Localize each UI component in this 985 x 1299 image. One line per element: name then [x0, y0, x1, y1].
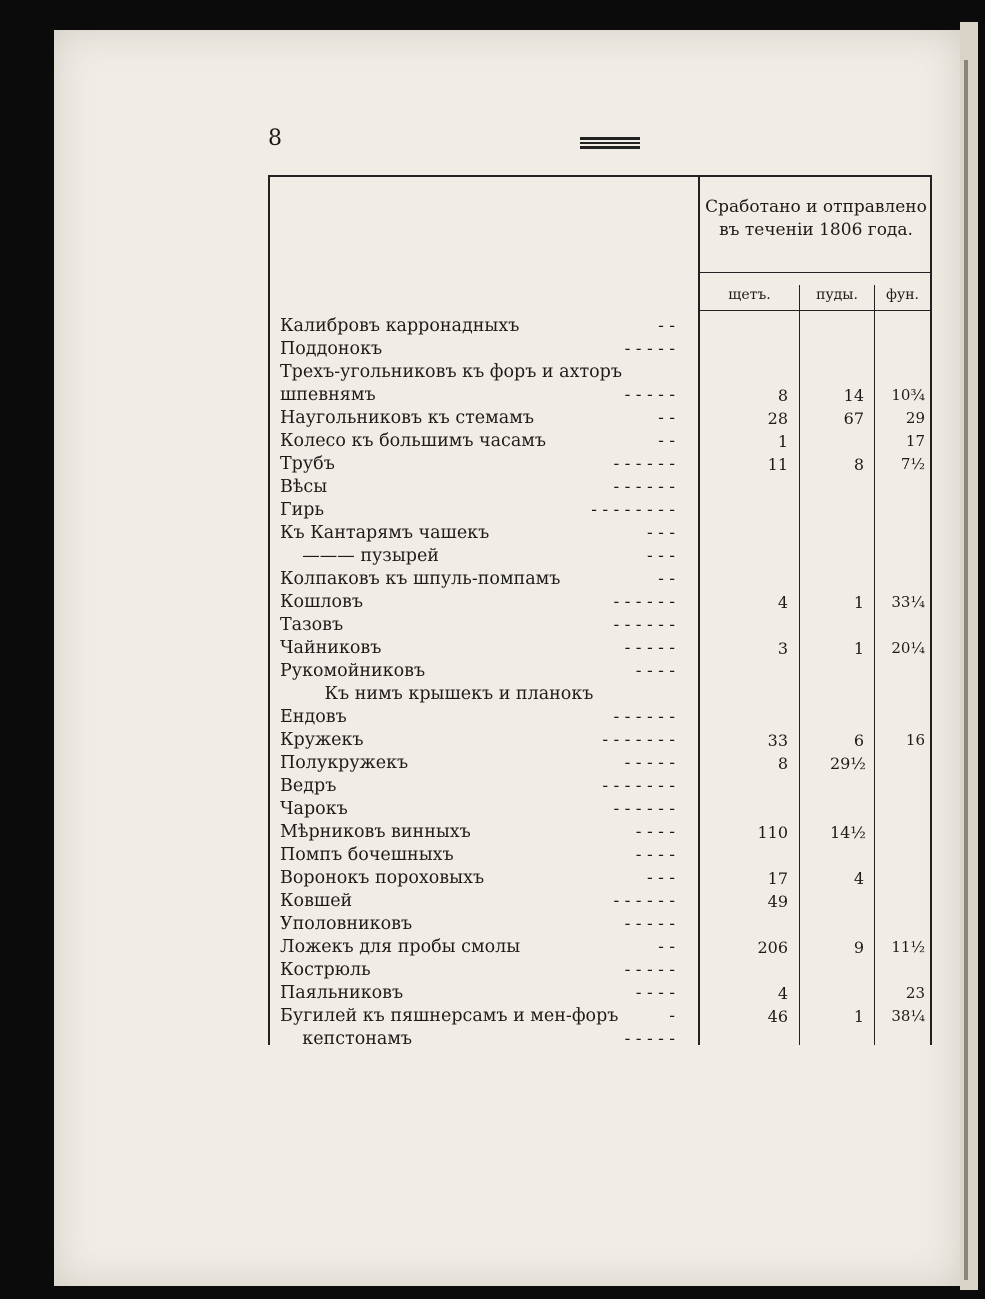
row-label: Поддонокъ — [280, 339, 383, 359]
cell-pudy: 29½ — [830, 754, 866, 773]
table-row — [280, 545, 930, 568]
cell-fun: 11½ — [891, 938, 925, 956]
row-label: Ендовъ — [280, 707, 347, 727]
column-header-pudy: пуды. — [816, 287, 858, 303]
row-dashes: - - - — [646, 546, 675, 566]
table-row — [280, 706, 930, 729]
table-row — [280, 522, 930, 545]
cell-pudy: 4 — [853, 869, 864, 888]
row-label: Полукружекъ — [280, 753, 409, 773]
cell-shchet: 46 — [767, 1007, 788, 1026]
row-label: Ведръ — [280, 776, 337, 796]
row-label: Трубъ — [280, 454, 335, 474]
row-label: Къ Кантарямъ чашекъ — [280, 523, 490, 543]
cell-shchet: 3 — [777, 639, 788, 658]
row-dashes: - - - - - - — [613, 891, 675, 911]
row-dashes: - - - - — [635, 822, 675, 842]
table-top-border — [268, 175, 932, 177]
cell-shchet: 4 — [777, 984, 788, 1003]
row-dashes: - - - - — [635, 661, 675, 681]
table-row — [280, 407, 930, 430]
row-dashes: - - - - - — [624, 638, 675, 658]
column-header-fun: фун. — [886, 287, 919, 303]
row-dashes: - - - — [646, 523, 675, 543]
row-dashes: - - — [658, 408, 675, 428]
row-dashes: - - - - - - - - — [591, 500, 675, 520]
row-dashes: - - - - - - - — [602, 730, 675, 750]
row-label: Уполовниковъ — [280, 914, 413, 934]
table-row — [280, 821, 930, 844]
row-label: Ковшей — [280, 891, 353, 911]
row-dashes: - - - - - — [624, 753, 675, 773]
cell-pudy: 9 — [853, 938, 864, 957]
row-dashes: - - - - — [635, 983, 675, 1003]
row-dashes: - - - - - — [624, 1029, 675, 1049]
row-label: Колпаковъ къ шпуль-помпамъ — [280, 569, 561, 589]
subheader-rule — [698, 310, 930, 311]
table-body — [280, 315, 930, 1051]
row-label: ——— пузырей — [280, 546, 439, 566]
cell-fun: 16 — [905, 731, 925, 749]
row-label: Помпъ бочешныхъ — [280, 845, 454, 865]
table-row — [280, 453, 930, 476]
table-row — [280, 959, 930, 982]
row-label: Къ нимъ крышекъ и планокъ — [280, 684, 594, 704]
cell-shchet: 8 — [777, 754, 788, 773]
row-label: Кострюль — [280, 960, 371, 980]
table-row — [280, 660, 930, 683]
row-dashes: - - - - - — [624, 339, 675, 359]
cell-shchet: 8 — [777, 386, 788, 405]
cell-fun: 7½ — [900, 455, 925, 473]
table-left-border — [268, 175, 270, 1045]
table-row — [280, 1005, 930, 1028]
row-dashes: - - - - - — [624, 960, 675, 980]
cell-fun: 38¼ — [891, 1007, 925, 1025]
table-row — [280, 936, 930, 959]
row-label: Трехъ-угольниковъ къ форъ и ахторъ — [280, 362, 622, 382]
row-label: Гирь — [280, 500, 324, 520]
row-label: Кружекъ — [280, 730, 364, 750]
row-label: Наугольниковъ къ стемамъ — [280, 408, 534, 428]
cell-shchet: 28 — [767, 409, 788, 428]
table-row — [280, 384, 930, 407]
row-dashes: - - — [658, 569, 675, 589]
row-label: Кошловъ — [280, 592, 363, 612]
cell-pudy: 6 — [853, 731, 864, 750]
row-label: Рукомойниковъ — [280, 661, 426, 681]
column-header-shchet: щетъ. — [728, 287, 771, 303]
row-label: Чарокъ — [280, 799, 348, 819]
row-label: Ложекъ для пробы смолы — [280, 937, 521, 957]
row-label: Паяльниковъ — [280, 983, 404, 1003]
table-row — [280, 867, 930, 890]
row-dashes: - — [669, 1006, 675, 1026]
cell-shchet: 110 — [757, 823, 788, 842]
row-label: Калибровъ карронадныхъ — [280, 316, 520, 336]
cell-pudy: 1 — [853, 1007, 864, 1026]
cell-fun: 23 — [905, 984, 925, 1002]
cell-shchet: 4 — [777, 593, 788, 612]
cell-shchet: 11 — [767, 455, 788, 474]
table-row — [280, 798, 930, 821]
cell-fun: 33¼ — [891, 593, 925, 611]
cell-pudy: 1 — [853, 639, 864, 658]
row-dashes: - - - - - - - — [602, 776, 675, 796]
table-row — [280, 315, 930, 338]
cell-shchet: 17 — [767, 869, 788, 888]
table-row — [280, 752, 930, 775]
table-row — [280, 499, 930, 522]
cell-shchet: 49 — [767, 892, 788, 911]
table-row — [280, 568, 930, 591]
row-dashes: - - - - - - — [613, 615, 675, 635]
table-row — [280, 890, 930, 913]
row-label: Бугилей къ пяшнерсамъ и мен-форъ — [280, 1006, 619, 1026]
row-dashes: - - - — [646, 868, 675, 888]
row-dashes: - - — [658, 431, 675, 451]
cell-fun: 29 — [905, 409, 925, 427]
row-dashes: - - - - - - — [613, 454, 675, 474]
page-number: 8 — [268, 126, 282, 151]
cell-pudy: 14½ — [830, 823, 866, 842]
table-row — [280, 361, 930, 384]
table-row — [280, 913, 930, 936]
row-dashes: - - - - - — [624, 385, 675, 405]
table-right-border — [930, 175, 932, 1045]
table-row — [280, 729, 930, 752]
table-row — [280, 430, 930, 453]
row-dashes: - - - - - - — [613, 477, 675, 497]
row-label: шпевнямъ — [280, 385, 376, 405]
cell-fun: 17 — [905, 432, 925, 450]
table-row — [280, 683, 930, 706]
cell-fun: 10¾ — [891, 386, 925, 404]
table-row — [280, 844, 930, 867]
row-dashes: - - - - - - — [613, 707, 675, 727]
header-rule — [698, 272, 930, 273]
cell-pudy: 14 — [843, 386, 864, 405]
page-edge-shadow — [964, 60, 968, 1280]
row-label: Тазовъ — [280, 615, 344, 635]
table-row — [280, 637, 930, 660]
table-row — [280, 614, 930, 637]
table-row — [280, 591, 930, 614]
row-dashes: - - — [658, 937, 675, 957]
row-dashes: - - - - - — [624, 914, 675, 934]
row-dashes: - - — [658, 316, 675, 336]
table-row — [280, 1028, 930, 1051]
cell-pudy: 67 — [843, 409, 864, 428]
cell-shchet: 33 — [767, 731, 788, 750]
table-row — [280, 338, 930, 361]
cell-shchet: 206 — [757, 938, 788, 957]
cell-pudy: 1 — [853, 593, 864, 612]
row-dashes: - - - - - - — [613, 799, 675, 819]
row-label: Вѣсы — [280, 477, 328, 497]
row-dashes: - - - - — [635, 845, 675, 865]
table-row — [280, 476, 930, 499]
table-header: Сработано и отправлено въ теченіи 1806 года. — [705, 197, 927, 240]
table-row — [280, 982, 930, 1005]
row-dashes: - - - - - - — [613, 592, 675, 612]
page-edge — [960, 22, 978, 1290]
row-label: Воронокъ пороховыхъ — [280, 868, 485, 888]
cell-pudy: 8 — [853, 455, 864, 474]
cell-fun: 20¼ — [891, 639, 925, 657]
row-label: кепстонамъ — [280, 1029, 413, 1049]
cell-shchet: 1 — [777, 432, 788, 451]
row-label: Мѣрниковъ винныхъ — [280, 822, 471, 842]
row-label: Колесо къ большимъ часамъ — [280, 431, 547, 451]
header-ornament — [580, 137, 640, 149]
table-row — [280, 775, 930, 798]
row-label: Чайниковъ — [280, 638, 382, 658]
